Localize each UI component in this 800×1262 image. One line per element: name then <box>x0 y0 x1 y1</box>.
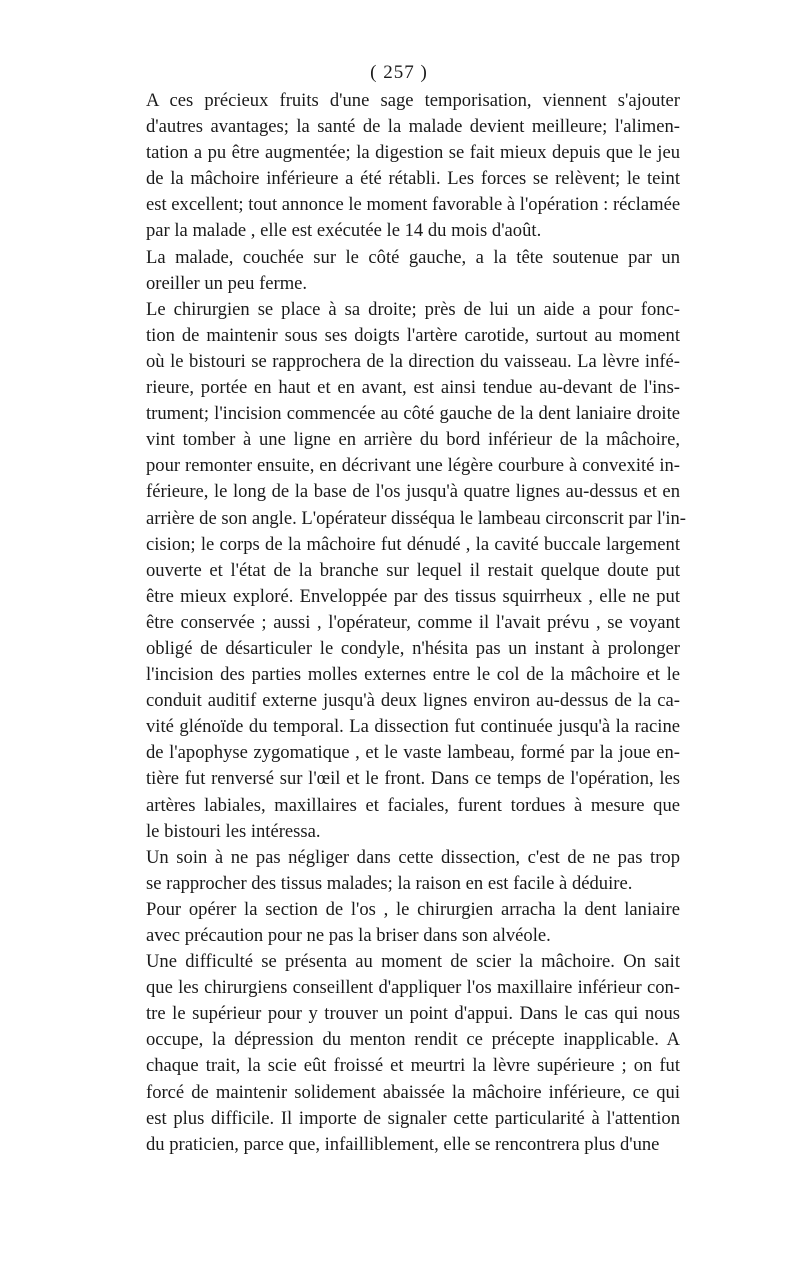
text-line: Un soin à ne pas négliger dans cette dissection, c'est de ne pas trop <box>146 846 680 868</box>
text-line: chaque trait, la scie eût froissé et meurtri la lèvre supérieure ; on fut <box>146 1055 680 1077</box>
text-line: conduit auditif externe jusqu'à deux lignes environ au-dessus de la ca- <box>146 690 680 712</box>
text-line: d'autres avantages; la santé de la malade devient meilleure; l'alimen- <box>146 116 680 138</box>
text-line: La malade, couchée sur le côté gauche, a la tête soutenue par un <box>146 246 680 268</box>
text-line: arrière de son angle. L'opérateur disséqua le lambeau circonscrit par l'in- <box>146 507 686 529</box>
text-line: occupe, la dépression du menton rendit ce précepte inapplicable. A <box>146 1029 680 1051</box>
text-line: que les chirurgiens conseillent d'appliquer l'os maxillaire inférieur con- <box>146 977 680 999</box>
text-line: forcé de maintenir solidement abaissée la mâchoire inférieure, ce qui <box>146 1081 680 1103</box>
text-line: rieure, portée en haut et en avant, est ainsi tendue au-devant de l'ins- <box>146 377 680 399</box>
text-line: ouverte et l'état de la branche sur lequel il restait quelque doute put <box>146 559 680 581</box>
text-line: avec précaution pour ne pas la briser dans son alvéole. <box>146 925 551 946</box>
paragraph <box>118 949 680 1158</box>
text-line: l'incision des parties molles externes entre le col de la mâchoire et le <box>146 664 680 686</box>
text-line: cision; le corps de la mâchoire fut dénudé , la cavité buccale largement <box>146 533 680 555</box>
text-line: vité glénoïde du temporal. La dissection fut continuée jusqu'à la racine <box>146 716 680 738</box>
text-line: du praticien, parce que, infailliblement, elle se rencontrera plus d'une <box>146 1133 660 1155</box>
text-line: est excellent; tout annonce le moment favorable à l'opération : réclamée <box>146 194 681 216</box>
paragraph <box>118 297 686 845</box>
text-line: vint tomber à une ligne en arrière du bord inférieur de la mâchoire, <box>146 429 680 451</box>
text-line: Une difficulté se présenta au moment de scier la mâchoire. On sait <box>146 951 680 973</box>
body-text <box>118 88 686 1158</box>
text-line: oreiller un peu ferme. <box>146 272 308 294</box>
text-line: se rapprocher des tissus malades; la raison en est facile à déduire. <box>146 872 633 894</box>
text-line: Pour opérer la section de l'os , le chirurgien arracha la dent laniaire <box>146 898 680 920</box>
text-line: par la malade , elle est exécutée le 14 du mois d'août. <box>146 220 542 242</box>
paragraph <box>118 897 680 949</box>
text-line: le bistouri les intéressa. <box>146 820 321 842</box>
page-number: ( 257 ) <box>370 62 428 83</box>
text-line: artères labiales, maxillaires et faciales, furent tordues à mesure que <box>146 794 680 816</box>
text-line: Le chirurgien se place à sa droite; près de lui un aide a pour fonc- <box>146 298 680 320</box>
text-line: trument; l'incision commencée au côté gauche de la dent laniaire droite <box>146 403 680 425</box>
text-line: férieure, le long de la base de l'os jusqu'à quatre lignes au-dessus et en <box>146 481 680 503</box>
text-line: tation a pu être augmentée; la digestion se fait mieux depuis que le jeu <box>146 142 680 164</box>
text-line: tre le supérieur pour y trouver un point d'appui. Dans le cas qui nous <box>146 1003 680 1025</box>
text-line: de l'apophyse zygomatique , et le vaste lambeau, formé par la joue en- <box>146 742 680 764</box>
text-line: être conservée ; aussi , l'opérateur, comme il l'avait prévu , se voyant <box>146 611 680 633</box>
text-line: être mieux exploré. Enveloppée par des tissus squirrheux , elle ne put <box>146 585 680 607</box>
text-line: tière fut renversé sur l'œil et le front. Dans ce temps de l'opération, les <box>146 768 680 790</box>
text-line: pour remonter ensuite, en décrivant une légère courbure à convexité in- <box>146 455 680 477</box>
text-line: de la mâchoire inférieure a été rétabli. Les forces se relèvent; le teint <box>146 168 680 190</box>
text-line: tion de maintenir sous ses doigts l'artère carotide, surtout au moment <box>146 324 680 346</box>
text-line: obligé de désarticuler le condyle, n'hésita pas un instant à prolonger <box>146 637 680 659</box>
paragraph <box>118 88 680 245</box>
text-line: A ces précieux fruits d'une sage temporisation, viennent s'ajouter <box>146 90 680 111</box>
text-line: est plus difficile. Il importe de signaler cette particularité à l'attention <box>146 1107 680 1129</box>
text-line: où le bistouri se rapprochera de la direction du vaisseau. La lèvre infé- <box>146 350 680 372</box>
document-page <box>118 60 686 1158</box>
paragraph <box>118 845 680 897</box>
paragraph <box>118 245 680 297</box>
